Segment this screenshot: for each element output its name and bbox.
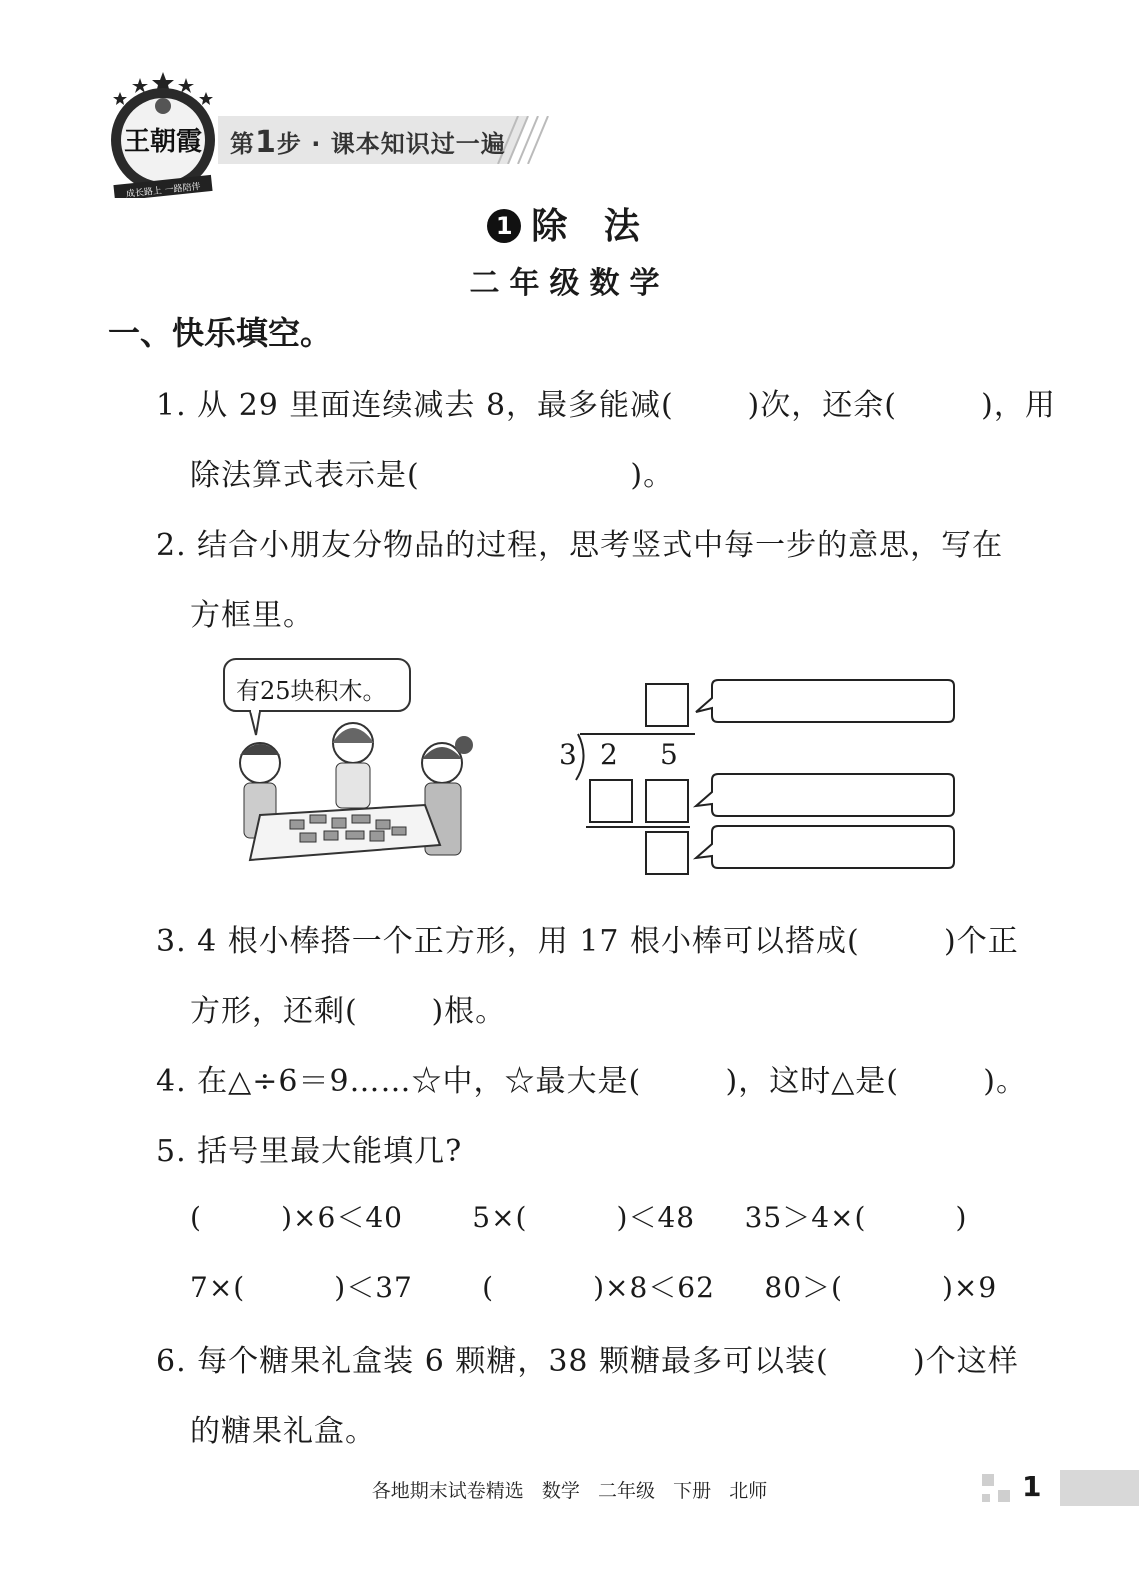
question-3-line-2: 方形，还剩( )根。: [190, 994, 507, 1029]
question-6-line-2: 的糖果礼盒。: [190, 1414, 376, 1449]
section-heading: 一、快乐填空。: [108, 314, 333, 352]
question-2-line-1: 2. 结合小朋友分物品的过程，思考竖式中每一步的意思，写在: [156, 528, 1004, 563]
question-6-line-1: 6. 每个糖果礼盒装 6 颗糖，38 颗糖最多可以装( )个这样: [156, 1344, 1019, 1379]
question-1-line-2: 除法算式表示是( )。: [190, 458, 675, 493]
question-4-line-1: 4. 在△÷6＝9……☆中，☆最大是( )，这时△是( )。: [156, 1064, 1028, 1099]
lesson-title: 1 除 法: [0, 198, 1139, 249]
lesson-number-badge: 1: [487, 209, 521, 243]
question-5-line-1: 5. 括号里最大能填几?: [156, 1134, 463, 1169]
divisor-digit: 3: [559, 738, 577, 771]
page-number-bar: [1060, 1470, 1139, 1506]
lesson-subtitle: 二年级数学: [469, 266, 670, 301]
page-decoration: [982, 1474, 994, 1486]
footer-text: 各地期末试卷精选 数学 二年级 下册 北师: [371, 1480, 768, 1502]
speech-bubble-text: 有25块积木。: [236, 677, 387, 705]
long-division-diagram: [550, 672, 960, 882]
page-number: 1: [1022, 1470, 1042, 1503]
svg-text:王朝霞: 王朝霞: [123, 127, 203, 157]
dividend-tens-digit: 2: [600, 738, 618, 771]
dividend-ones-digit: 5: [660, 738, 678, 771]
question-2-line-2: 方框里。: [190, 598, 314, 633]
question-3-line-1: 3. 4 根小棒搭一个正方形，用 17 根小棒可以搭成( )个正: [156, 924, 1019, 959]
question-5-line-3: 7×( )＜37 ( )×8＜62 80＞( )×9: [190, 1271, 998, 1304]
page-decoration: [998, 1490, 1010, 1502]
step-label: 第1步 · 课本知识过一遍: [230, 125, 506, 160]
question-5-line-2: ( )×6＜40 5×( )＜48 35＞4×( ): [190, 1201, 968, 1234]
page-decoration: [982, 1494, 990, 1502]
publisher-logo: [104, 70, 222, 198]
question-1-line-1: 1. 从 29 里面连续减去 8，最多能减( )次，还余( )，用: [156, 388, 1056, 423]
svg-text:成长路上 一路陪伴: 成长路上 一路陪伴: [125, 182, 202, 198]
